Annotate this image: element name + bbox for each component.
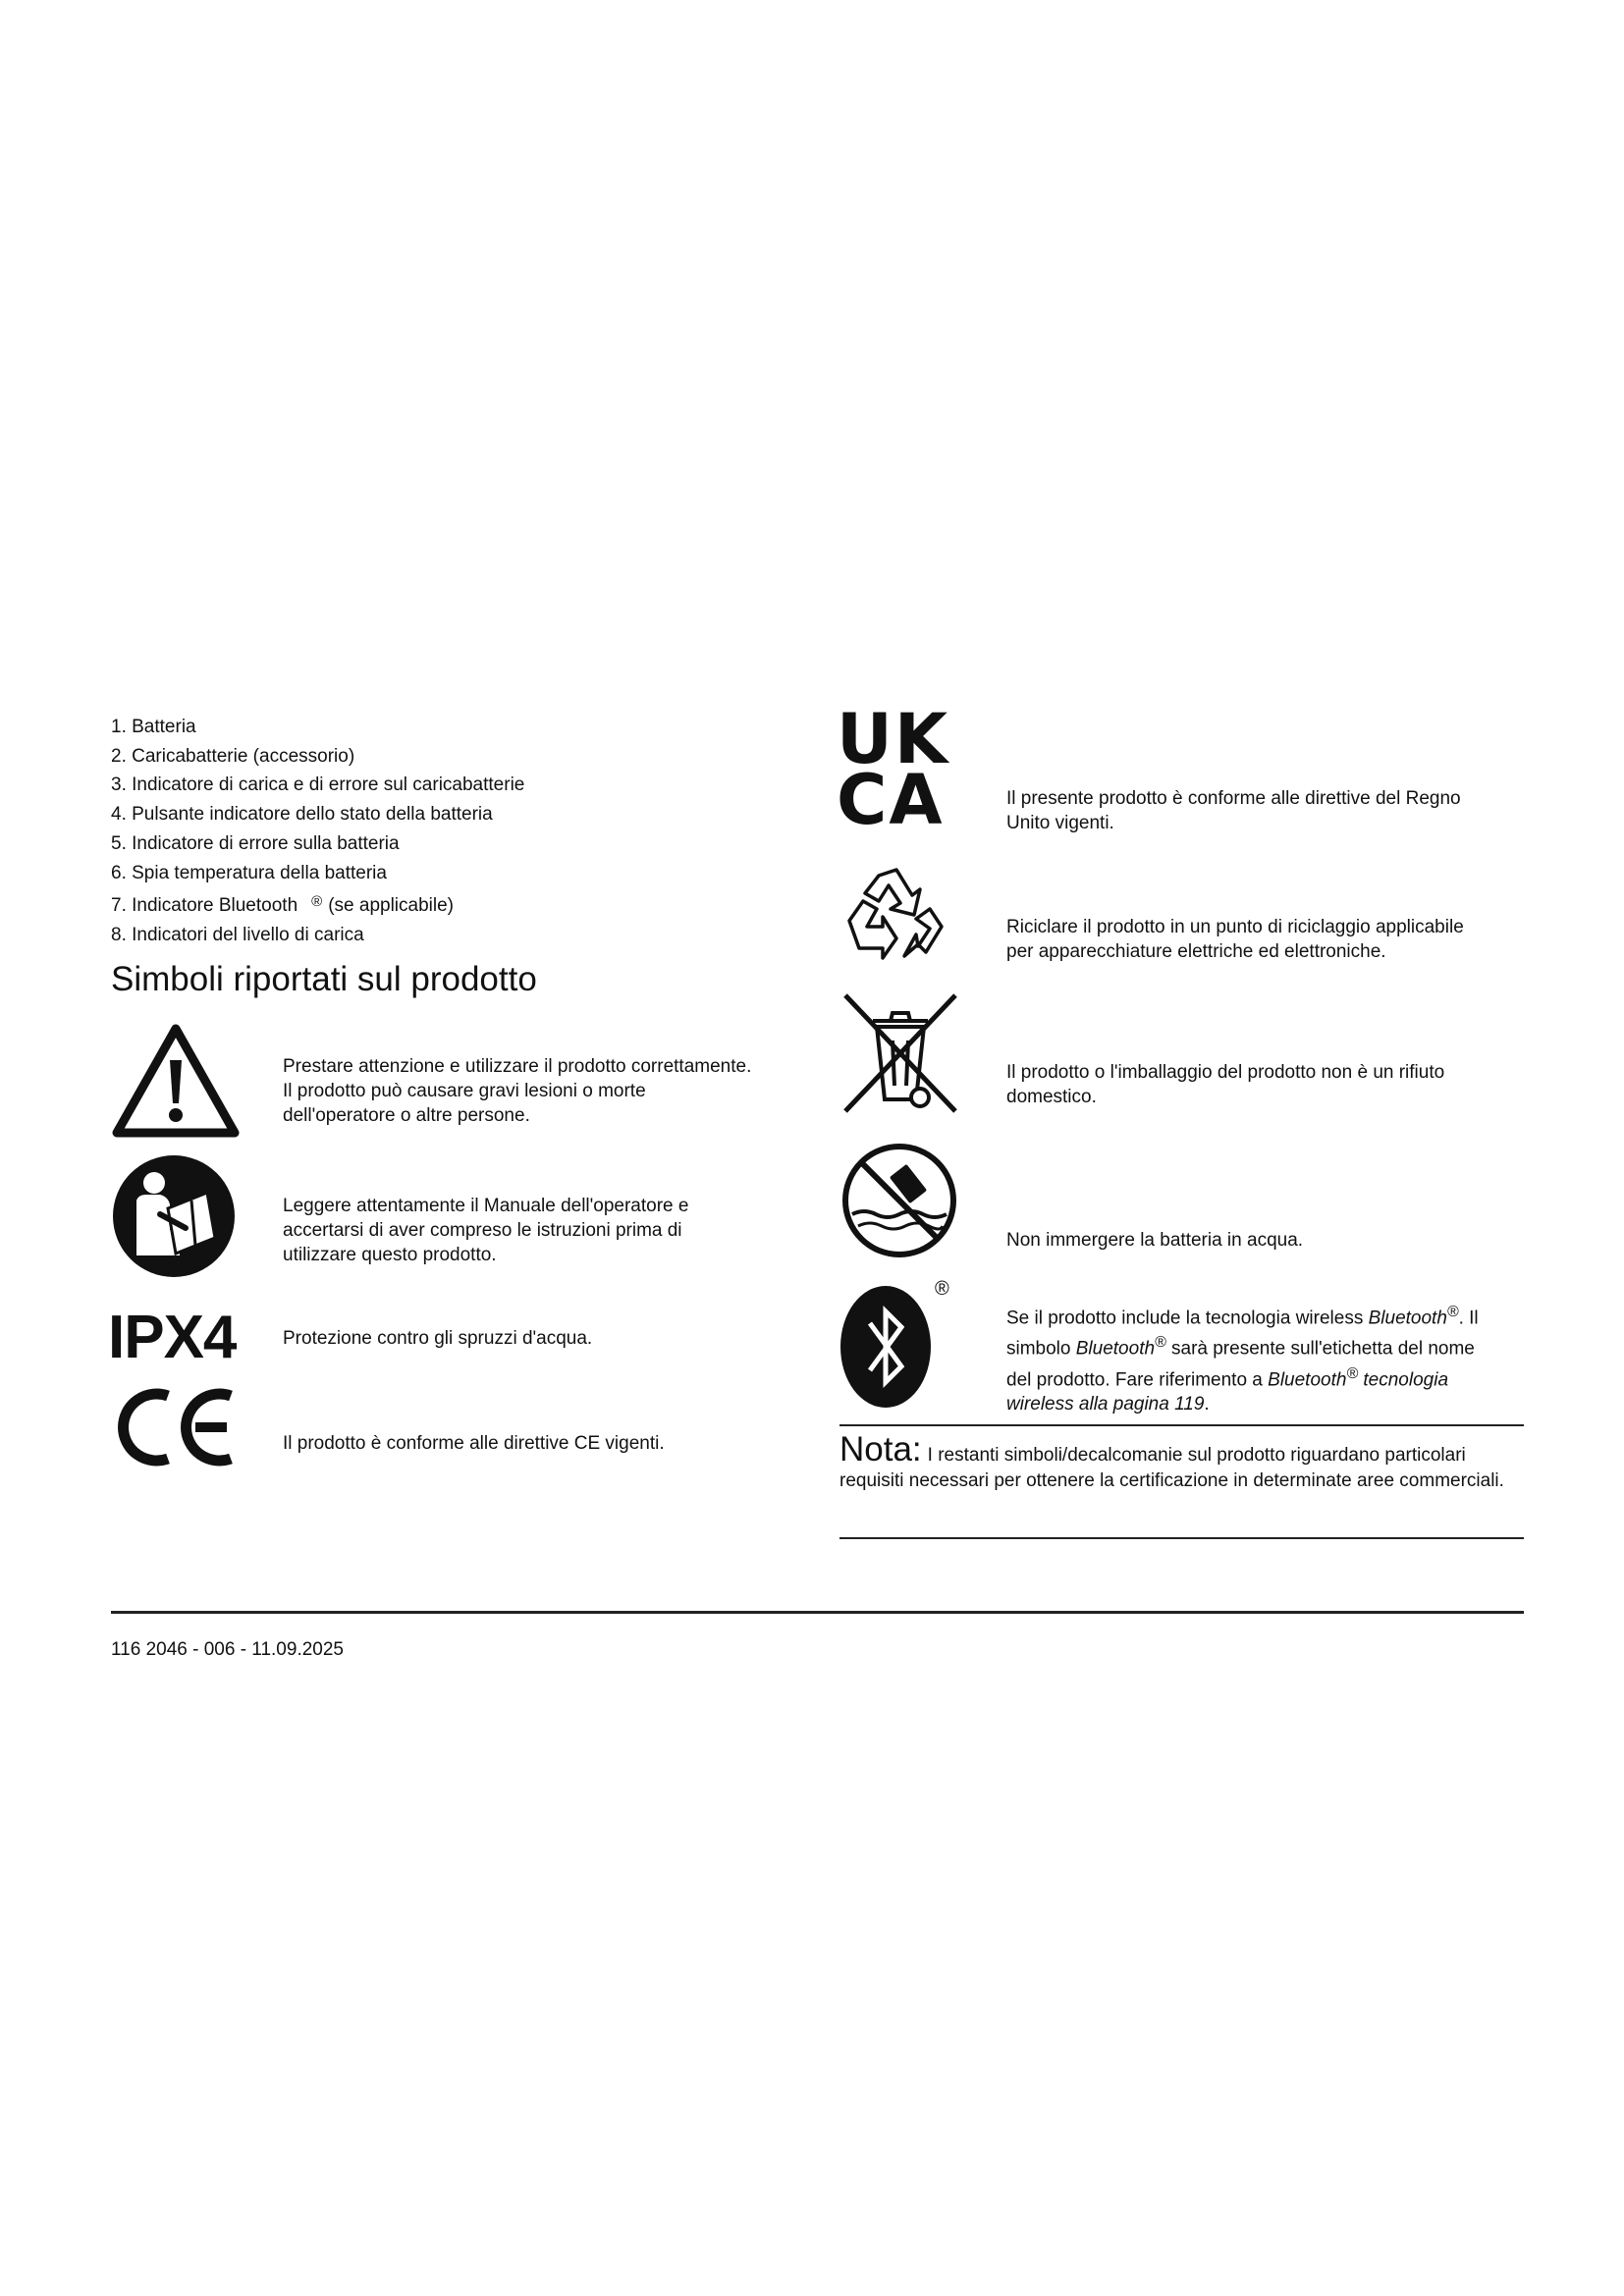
list-item: 2. Caricabatterie (accessorio) (111, 745, 355, 767)
warning-triangle-icon (111, 1023, 241, 1139)
footer-doc-id: 116 2046 - 006 - 11.09.2025 (111, 1639, 344, 1660)
ipx4-mark: IPX4 (108, 1304, 237, 1371)
list-item: 5. Indicatore di errore sulla batteria (111, 832, 400, 854)
ukca-mark: UK CA (837, 699, 950, 840)
no-water-text: Non immergere la batteria in acqua. (1006, 1230, 1304, 1251)
manual-text: Leggere attentamente il Manuale dell'operatore e accertarsi di aver compreso le istruzioni prima di utilizzare questo prodotto. (283, 1196, 689, 1265)
list-item: 4. Pulsante indicatore dello stato della batteria (111, 804, 493, 826)
recycle-text: Riciclare il prodotto in un punto di riciclaggio applicabile per apparecchiature elettriche ed elettroniche. (1006, 917, 1464, 962)
list-item: 8. Indicatori del livello di carica (111, 924, 364, 945)
ipx4-text: Protezione contro gli spruzzi d'acqua. (283, 1328, 593, 1349)
note-label: Nota: (839, 1430, 922, 1468)
bluetooth-item-prefix: 7. Indicatore Bluetooth (111, 895, 298, 917)
ukca-text: Il presente prodotto è conforme alle direttive del Regno Unito vigenti. (1006, 788, 1461, 833)
registered-mark: ® (311, 893, 323, 911)
note (839, 1432, 1527, 1494)
bluetooth-text: Se il prodotto include la tecnologia wireless Bluetooth®. Il simbolo Bluetooth® sarà presente sull'etichetta del nome del prodotto. Fare riferimento a Bluetooth® tecnologia wireless alla pagina 119. (1006, 1304, 1479, 1415)
crossed-bin-icon (839, 991, 961, 1115)
warning-text: Prestare attenzione e utilizzare il prodotto correttamente. Il prodotto può causare gravi lesioni o morte dell'operatore o altre persone. (283, 1056, 752, 1126)
list-item: 3. Indicatore di carica e di errore sul caricabatterie (111, 774, 525, 796)
note-text: I restanti simboli/decalcomanie sul prodotto riguardano particolari requisiti necessari per ottenere la certificazione in determinate aree commerciali. (839, 1445, 1504, 1491)
weee-text: Il prodotto o l'imballaggio del prodotto non è un rifiuto domestico. (1006, 1062, 1445, 1107)
list-item: 6. Spia temperatura della batteria (111, 862, 387, 883)
ce-mark-icon (111, 1386, 239, 1468)
footer-rule (111, 1611, 1524, 1614)
list-item: 1. Batteria (111, 717, 196, 737)
note-bottom-rule (839, 1537, 1524, 1539)
read-manual-icon (111, 1153, 237, 1279)
section-title: Simboli riportati sul prodotto (111, 960, 537, 998)
recycle-icon (839, 862, 949, 972)
bluetooth-registered-mark: ® (935, 1278, 949, 1300)
ce-text: Il prodotto è conforme alle direttive CE vigenti. (283, 1433, 665, 1454)
bluetooth-item-suffix: (se applicabile) (328, 895, 454, 917)
components-list (111, 713, 818, 950)
list-item-bluetooth (111, 887, 818, 921)
no-immersion-icon (840, 1142, 958, 1259)
note-top-rule (839, 1424, 1524, 1426)
